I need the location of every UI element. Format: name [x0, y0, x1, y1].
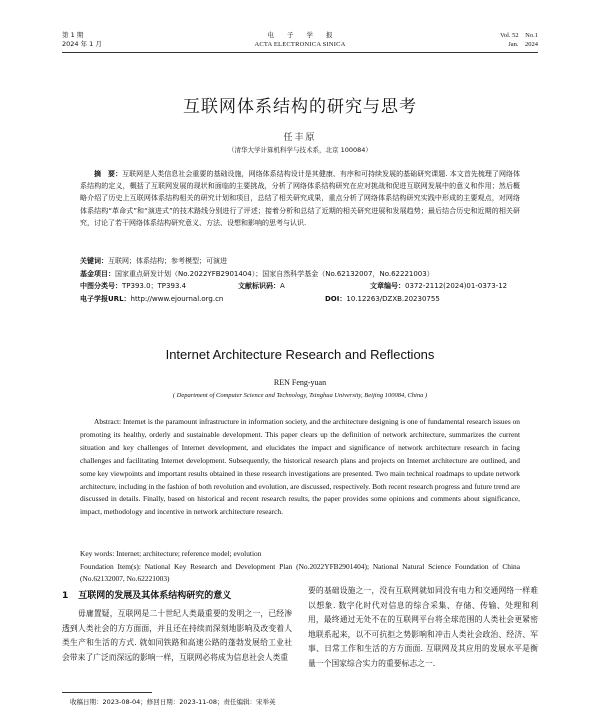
- abstract-en-label: Abstract:: [94, 417, 122, 426]
- header-date-en: Jan. 2024: [508, 41, 538, 48]
- doc-code: [238, 280, 285, 293]
- header-volume: Vol. 52 No.1: [500, 32, 538, 39]
- author-zh: 任丰原: [283, 133, 317, 143]
- abstract-zh-label: 摘 要：: [94, 170, 123, 178]
- affiliation-zh: （清华大学计算机科学与技术系，北京 100084）: [228, 146, 372, 154]
- author-en: REN Feng-yuan: [273, 378, 327, 387]
- abstract-en: [80, 416, 520, 519]
- header-journal-en: ACTA ELECTRONICA SINICA: [254, 41, 346, 48]
- section1-title: 互联网的发展及其体系结构研究的意义: [78, 591, 232, 601]
- doc-code-value: A: [280, 282, 285, 290]
- abstract-zh-text: 互联网是人类信息社会重要的基础设施，网络体系结构设计是其健康、有序和可持续发展的基础研究课题. 本文首先梳理了网络体系结构的定义，概括了互联网发展的现状和面临的主要挑战，分析了网络体系结构研究在应对挑战和促进互联网发展中的意义和作用；然后概略介绍了历史上互联网体系结构相关的研究计划和项目，总结了相关研究成果，重点分析了网络体系结构研究实践中形成的主要观点，对网络体系结构“革命式”和“演进式”的技术路线分别进行了评述；接着分析和总结了近期的相关研究进展和发展趋势；最后结合历史和近期的相关研究，讨论了若干网络体系结构研究意义、方法、设想和影响的思考与认识.: [80, 170, 521, 227]
- keywords-zh-text: 互联网；体系结构；参考模型；可演进: [108, 257, 227, 265]
- url-doi-row: [80, 293, 520, 306]
- fund-zh-label: 基金项目：: [80, 269, 115, 278]
- meta-en: [80, 548, 520, 586]
- footnote-rule: [62, 692, 152, 693]
- abstract-zh: [80, 168, 520, 229]
- journal-url: [80, 293, 223, 306]
- keywords-zh: [80, 255, 520, 268]
- url-value[interactable]: http://www.ejournal.org.cn: [130, 294, 224, 303]
- doi-label: DOI：: [325, 294, 347, 303]
- keywords-zh-label: 关键词：: [80, 257, 108, 265]
- header-journal-zh: 电 子 学 报: [267, 31, 333, 39]
- footnote-dates: 收稿日期：2023-08-04；修回日期：2023-11-08；责任编辑：宋举英: [70, 698, 276, 706]
- keywords-en-text: Internet; architecture; reference model; evolution: [116, 549, 262, 558]
- clc-label: 中图分类号：: [80, 282, 122, 290]
- fund-zh: [80, 268, 520, 281]
- section1-para-right: 要的基础设施之一，没有互联网就如同没有电力和交通网络一样难以想象. 数字化时代对信息的综合采集、存储、传输、处理和利用，最终通过无处不在的互联网平台将全球范围的人类社会更紧密地联系起来，以不可抗拒之势影响和冲击人类社会政治、经济、军事、日常工作和生活的方方面面. 互联网及其应用的发展水平是衡量一个国家综合实力的重要标志之一.: [308, 586, 538, 668]
- doi-value[interactable]: 10.12263/DZXB.20230755: [346, 294, 440, 303]
- clc: [80, 280, 186, 293]
- title-zh: 互联网体系结构的研究与思考: [183, 97, 417, 117]
- doi: [325, 293, 440, 306]
- fund-en: [80, 561, 520, 586]
- header-issue: 第 1 期: [62, 31, 84, 39]
- fund-en-text: National Key Research and Development Plan (No.2022YFB2901404); National Natural Science Foundation of China (No.62132007, No.62221003): [80, 561, 520, 583]
- article-number: [370, 280, 507, 293]
- fund-en-label: Foundation Item(s):: [80, 561, 141, 571]
- header-date: 2024 年 1 月: [62, 40, 102, 48]
- clc-value: TP393.0；TP393.4: [122, 282, 187, 290]
- section1-heading: [62, 588, 292, 601]
- classification-row: [80, 280, 520, 293]
- section1-para-left: 毋庸置疑，互联网是二十世纪人类最重要的发明之一，已经渗透到人类社会的方方面面，并且还在持续而深刻地影响及改变着人类生产和生活的方式. 就如同铁路和高速公路的蓬勃发展给工业社会带来了广泛而深远的影响一样，互联网必将成为信息社会人类重: [62, 609, 292, 662]
- affiliation-en: ( Department of Computer Science and Technology, Tsinghua University, Beijing 100084, China ): [172, 392, 428, 399]
- abstract-en-text: Internet is the paramount infrastructure in information society, and the architecture designing is one of fundamental research issues on promoting its healthy, orderly and sustainable development. This paper clears up the definition of network architecture, summarizes the current situation and key challenges of Internet development, and elucidates the impact and significance of network architecture research in facing challenges and facilitating Internet development. Subsequently, the historical research plans and projects on Internet architecture are outlined, and some key viewpoints and important results obtained in these research investigations are presented. Two main technical roadmaps to update network architecture, including in the fashion of both revolution and evolution, are discussed, respectively. Both recent research progress and future trend are discussed in details. Finally, based on historical and recent research results, the paper provides some opinions and comments about significance, impact, methodology and incentive in network architecture research.: [80, 417, 520, 517]
- meta-zh: [80, 255, 520, 305]
- section1-number: 1: [62, 591, 69, 601]
- doc-code-label: 文献标识码：: [238, 282, 280, 290]
- article-number-value: 0372-2112(2024)01-0373-12: [405, 282, 508, 290]
- url-label: 电子学报URL：: [80, 294, 131, 303]
- fund-zh-text: 国家重点研发计划（No.2022YFB2901404）；国家自然科学基金（No.62132007，No.62221003）: [115, 269, 434, 278]
- title-en: Internet Architecture Research and Reflections: [165, 347, 435, 362]
- header-rule: [62, 52, 538, 53]
- keywords-en-label: Key words:: [80, 549, 115, 558]
- keywords-en: [80, 548, 520, 561]
- article-number-label: 文章编号：: [370, 282, 405, 290]
